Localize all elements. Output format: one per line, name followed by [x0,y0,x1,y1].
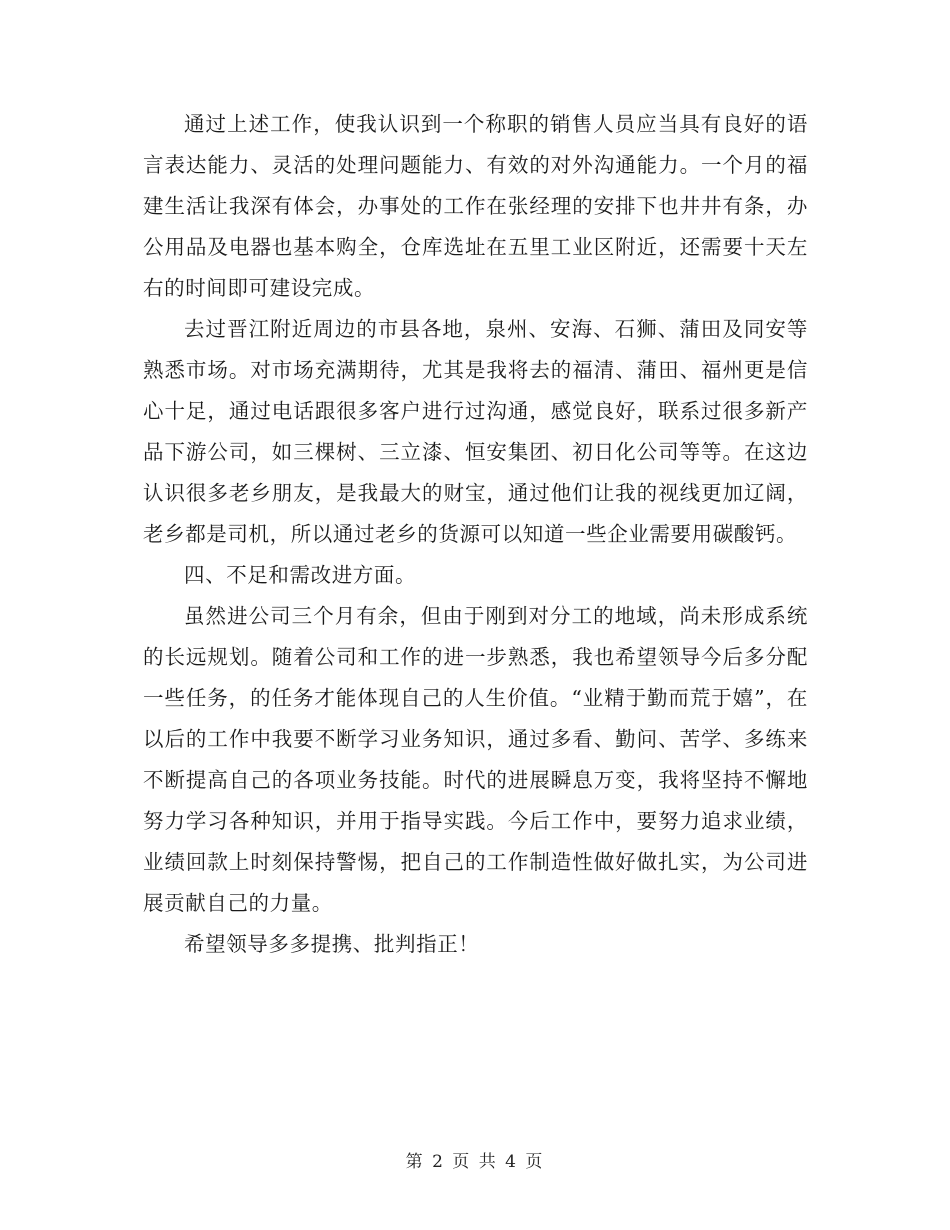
paragraph-improvements: 虽然进公司三个月有余，但由于刚到对分工的地域，尚未形成系统的长远规划。随着公司和工作的进一步熟悉，我也希望领导今后多分配一些任务，的任务才能体现自己的人生价值。“业精于勤而荒于嬉”，在以后的工作中我要不断学习业务知识，通过多看、勤问、苦学、多练来不断提高自己的各项业务技能。时代的进展瞬息万变，我将坚持不懈地努力学习各种知识，并用于指导实践。今后工作中，要努力追求业绩，业绩回款上时刻保持警惕，把自己的工作制造性做好做扎实，为公司进展贡献自己的力量。 [143,604,808,915]
paragraph-work-summary: 通过上述工作，使我认识到一个称职的销售人员应当具有良好的语言表达能力、灵活的处理问题能力、有效的对外沟通能力。一个月的福建生活让我深有体会，办事处的工作在张经理的安排下也井井有条，办公用品及电器也基本购全，仓库选址在五里工业区附近，还需要十天左右的时间即可建设完成。 [143,112,808,300]
document-body [143,104,808,965]
section-heading-shortcomings: 四、不足和需改进方面。 [184,563,417,587]
paragraph-market-visits: 去过晋江附近周边的市县各地，泉州、安海、石狮、蒲田及同安等熟悉市场。对市场充满期待，尤其是我将去的福清、蒲田、福州更是信心十足，通过电话跟很多客户进行过沟通，感觉良好，联系过很多新产品下游公司，如三棵树、三立漆、恒安集团、初日化公司等等。在这边认识很多老乡朋友，是我最大的财宝，通过他们让我的视线更加辽阔，老乡都是司机，所以通过老乡的货源可以知道一些企业需要用碳酸钙。 [143,317,808,546]
paragraph-closing: 希望领导多多提携、批判指正！ [184,932,480,956]
page-number-footer: 第 2 页 共 4 页 [405,1152,545,1172]
